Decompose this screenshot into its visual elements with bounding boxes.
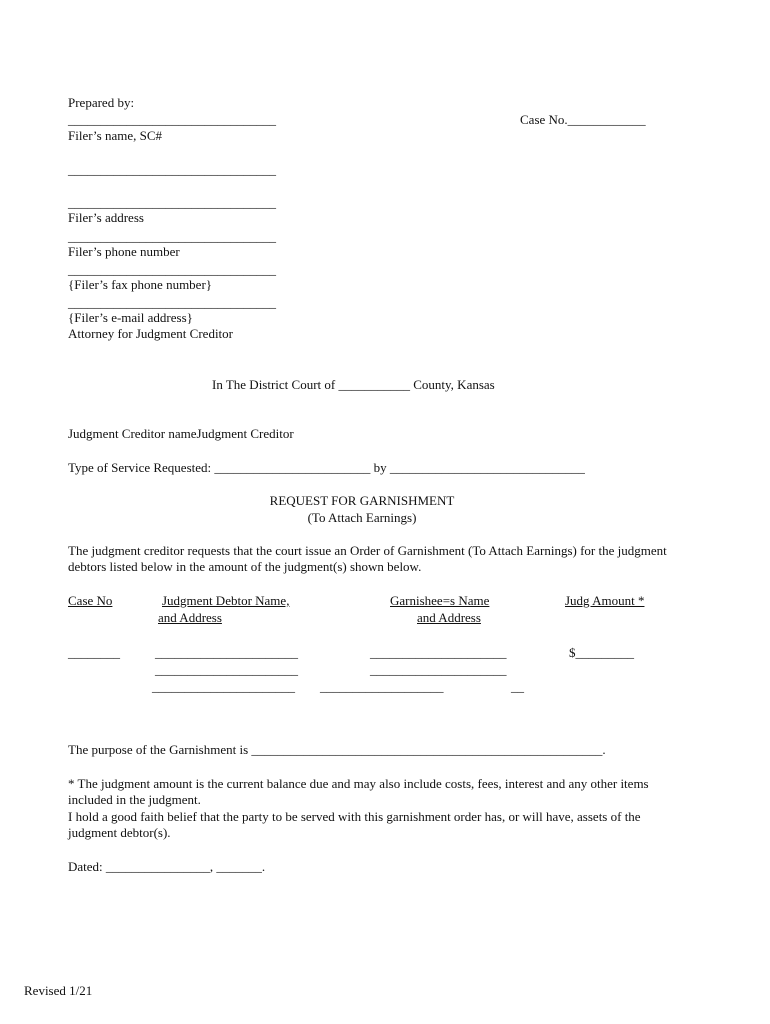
filer-email-line[interactable]: ________________________________ — [68, 295, 276, 310]
garnishee-column-header-1: Garnishee=s Name — [390, 593, 490, 608]
filer-fax-label: {Filer’s fax phone number} — [68, 277, 213, 292]
filer-name-line[interactable]: ________________________________ — [68, 112, 276, 127]
garnishee-column-header-2: and Address — [417, 610, 481, 625]
case-no-column-header: Case No — [68, 593, 113, 608]
filer-fax-line[interactable]: ________________________________ — [68, 262, 276, 277]
footnote-line-1: * The judgment amount is the current balance due and may also include costs, fees, interest and any other items — [68, 776, 649, 791]
debtor-column-header-1: Judgment Debtor Name, — [162, 593, 290, 608]
filer-phone-label: Filer’s phone number — [68, 244, 180, 259]
row-debtor-field-2[interactable]: ______________________ — [155, 662, 298, 677]
amount-column-header: Judg Amount * — [565, 593, 645, 608]
debtor-column-header-2: and Address — [158, 610, 222, 625]
row-garnishee-field-3[interactable]: ___________________ — [320, 679, 444, 694]
filer-phone-line[interactable]: ________________________________ — [68, 229, 276, 244]
filer-email-label: {Filer’s e-mail address} — [68, 310, 193, 325]
belief-line-1: I hold a good faith belief that the party to be served with this garnishment order has, or will have, assets of the — [68, 809, 641, 824]
row-amount-field-2[interactable]: __ — [511, 679, 524, 694]
row-garnishee-field-1[interactable]: _____________________ — [370, 645, 507, 660]
row-case-no-field[interactable]: ________ — [68, 645, 120, 660]
prepared-by-label: Prepared by: — [68, 95, 135, 110]
purpose-line[interactable]: The purpose of the Garnishment is ______________________________________________________. — [68, 742, 606, 757]
intro-text-line-2: debtors listed below in the amount of the judgment(s) shown below. — [68, 559, 422, 574]
filer-address-line-2[interactable]: ________________________________ — [68, 195, 276, 210]
intro-text-line-1: The judgment creditor requests that the court issue an Order of Garnishment (To Attach Earnings) for the judgment — [68, 543, 667, 558]
row-debtor-field-3[interactable]: ______________________ — [152, 679, 295, 694]
document-subtitle: (To Attach Earnings) — [307, 510, 417, 525]
case-number-field[interactable]: Case No.____________ — [520, 112, 646, 127]
row-garnishee-field-2[interactable]: _____________________ — [370, 662, 507, 677]
service-requested-line: Type of Service Requested: ________________________ by ______________________________ — [68, 460, 585, 475]
document-title: REQUEST FOR GARNISHMENT — [269, 493, 455, 508]
attorney-label: Attorney for Judgment Creditor — [68, 326, 233, 341]
footnote-line-2: included in the judgment. — [68, 792, 201, 807]
filer-name-label: Filer’s name, SC# — [68, 128, 163, 143]
dated-line[interactable]: Dated: ________________, _______. — [68, 859, 266, 874]
revised-note: Revised 1/21 — [24, 983, 93, 998]
row-amount-field[interactable]: $_________ — [569, 645, 634, 660]
filer-address-line-1[interactable]: ________________________________ — [68, 162, 276, 177]
court-heading: In The District Court of ___________ County, Kansas — [212, 377, 495, 392]
row-debtor-field-1[interactable]: ______________________ — [155, 645, 298, 660]
belief-line-2: judgment debtor(s). — [68, 825, 171, 840]
judgment-creditor-line: Judgment Creditor nameJudgment Creditor — [68, 426, 294, 441]
filer-address-label: Filer’s address — [68, 210, 144, 225]
